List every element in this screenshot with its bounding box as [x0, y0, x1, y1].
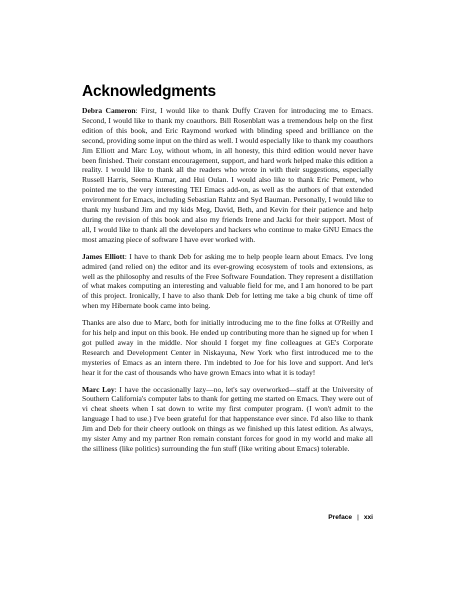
- paragraph-debra: [82, 106, 373, 245]
- speaker-name: Debra Cameron: [82, 106, 136, 115]
- paragraph-text: : First, I would like to thank Duffy Craven for introducing me to Emacs. Second, I would like to thank my coauthors. Bill Rosenblatt was a tremendous help on the first edition of this book, and Eric Raymond worked with blinding speed and brilliance on the second, providing some input on the third as well. I would especially like to thank my coauthors Jim Elliott and Marc Loy, without whom, in all honesty, this third edition would never have been finished. Their constant encouragement, support, and hard work helped make this edition a reality. I would like to thank all the readers who wrote in with their suggestions, especially Russell Harris, Seema Kumar, and Hui Oulan. I would also like to thank Eric Pement, who pointed me to the very interesting TEI Emacs add-on, as well as the authors of that extended environment for Emacs, including Sebastian Rahtz and Syd Bauman. Personally, I would like to thank my husband Jim and my kids Meg, David, Beth, and Kevin for their patience and help during the revision of this book and also my friends Irene and Jacki for their support. Most of all, I would like to thank all the developers and hackers who continue to make GNU Emacs the most amazing piece of software I have ever worked with.: [82, 106, 373, 244]
- page-number: xxi: [363, 514, 373, 521]
- paragraph-james-continued: [82, 318, 373, 377]
- page-title: Acknowledgments: [82, 83, 216, 100]
- paragraph-text: : I have to thank Deb for asking me to help people learn about Emacs. I've long admired (and relied on) the editor and its ever-growing ecosystem of tools and extensions, as well as the philosophy and results of the Free Software Foundation. They represent a distillation of what makes computing an interesting and valuable field for me, and I am honored to be part of this project. Ironically, I have to also thank Deb for letting me take a big chunk of time off when my Hibernate book came into being.: [82, 251, 373, 311]
- paragraph-text: Thanks are also due to Marc, both for initially introducing me to the fine folks at O'Reilly and for his help and input on this book. He ended up contributing more than he signed up for when I got pulled away in the middle. Nor should I forget my fine colleagues at GE's Corporate Research and Development Center in Niskayuna, New York who first introduced me to the mysteries of Emacs as an intern there. I'm indebted to Joe for his love and support. And let's hear it for the cast of thousands who have grown Emacs into what it is today!: [82, 318, 373, 377]
- footer-separator: |: [357, 514, 359, 521]
- speaker-name: Marc Loy: [82, 384, 115, 394]
- paragraph-marc: [82, 385, 373, 454]
- speaker-name: James Elliott: [82, 251, 125, 261]
- page-footer: [300, 514, 373, 521]
- body-text: [82, 106, 373, 461]
- footer-section: Preface: [328, 514, 353, 521]
- paragraph-text: : I have the occasionally lazy—no, let's say overworked—staff at the University of Southern California's computer labs to thank for getting me started on Emacs. They were out of vi cheat sheets when I sat down to write my first computer program. (I won't admit to the language I had to use.) I've been grateful for that happenstance ever since. I'd also like to thank Jim and Deb for their cheery outlook on things as we finished up this latest edition. As always, my sister Amy and my partner Ron remain constant forces for good in my world and make all the silliness (like politics) surrounding the fun stuff (like writing about Emacs) tolerable.: [82, 384, 373, 453]
- paragraph-james: [82, 252, 373, 311]
